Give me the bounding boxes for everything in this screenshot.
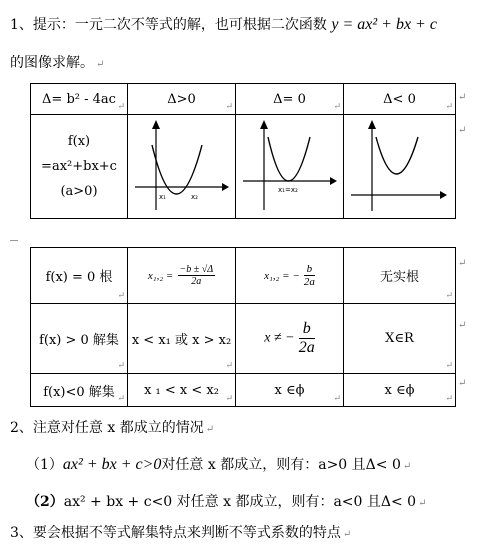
row-end-mark-icon: ↵ [458,378,467,389]
note-3: 3、要会根据不等式解集特点来判断不等式系数的特点 ↵ [10,525,352,541]
header-discriminant: Δ= b² - 4ac ↵ [31,84,128,115]
double-root-numerator: b [304,263,315,276]
double-root-denominator: 2a [303,276,315,288]
header-eq-zero: Δ= 0 ↵ [236,84,344,115]
solution-table [30,247,456,407]
row-end-mark-icon: ↵ [458,258,467,269]
row-end-mark-icon: ↵ [458,125,467,136]
paragraph-mark-icon: ↵ [96,59,105,70]
root-label-x1: x₁ [158,193,166,201]
intro-formula: y = ax² + bx + c [331,16,437,33]
double-root-fraction [304,263,315,288]
parabola-one-root-graph [238,115,342,214]
graph-one-root-cell [236,115,344,219]
roots-double-formula [236,248,344,304]
gt-zero-double-root [236,304,344,374]
roots-lhs: x₁,₂ = [147,270,174,282]
row-end-mark-icon: ↵ [458,92,467,103]
note-2b: （2）ax² + bx + c<0 对任意 x 都成立，则有：a<0 且Δ< 0 ↵ [26,494,427,510]
roots-denominator: 2a [191,276,202,287]
note-2a: （1）ax² + bx + c>0对任意 x 都成立，则有：a>0 且Δ< 0 ↵ [26,456,412,473]
row-end-mark-icon: ↵ [458,320,467,331]
note-2a-formula: ax² + bx + c>0 [62,456,162,473]
fx-definition-cell [31,115,128,219]
intro-line-2 [10,52,104,72]
fx-line-2: =ax²+bx+c [41,159,117,174]
lt-zero-no-root: x ∈ϕ ↵ [344,374,456,407]
header-gt-zero: Δ>0 ↵ [128,84,236,115]
fx-line-1: f(x) [67,134,91,149]
header-lt-zero: Δ< 0 ↵ [344,84,456,115]
neq-denominator: 2a [298,339,315,356]
note-2: 2、注意对任意 x 都成立的情况 ↵ [10,420,215,436]
lt-zero-double-root: x ∈ϕ ↵ [236,374,344,407]
intro-line-1 [10,14,437,34]
row-roots-label: f(x) = 0 根 ↵ [31,248,128,304]
roots-numerator: −b ± √Δ [179,264,214,275]
gt-zero-no-root: X∈R ↵ [344,304,456,374]
gt-zero-two-roots: x < x₁ 或 x > x₂ ↵ [128,304,236,374]
intro-text-1: 1、提示：一元二次不等式的解，也可根据二次函数 [10,17,327,33]
graph-two-roots-cell [128,115,236,219]
row-lt-zero-label: f(x)<0 解集 ↵ [31,374,128,407]
parabola-two-roots-graph [130,115,234,214]
fx-line-3: (a>0) [60,184,98,199]
row-gt-zero-label: f(x) > 0 解集 ↵ [31,304,128,374]
root-label-x1-eq-x2: x₁=x₂ [277,186,298,194]
double-root-lhs: x₁,₂ = − [264,270,300,282]
neq-numerator: b [299,320,315,339]
roots-fraction [178,264,216,287]
section-break-mark [10,240,18,241]
roots-two-formula [128,248,236,304]
discriminant-table [30,83,456,219]
neq-fraction [299,320,315,356]
no-real-root-cell: 无实根 ↵ [344,248,456,304]
parabola-no-root-graph [346,115,454,214]
intro-text-2: 的图像求解。 [10,55,94,71]
neq-lhs: x ≠ − [264,331,295,346]
lt-zero-two-roots: x ₁ < x < x₂ ↵ [128,374,236,407]
graph-no-root-cell [344,115,456,219]
root-label-x2: x₂ [190,193,198,201]
